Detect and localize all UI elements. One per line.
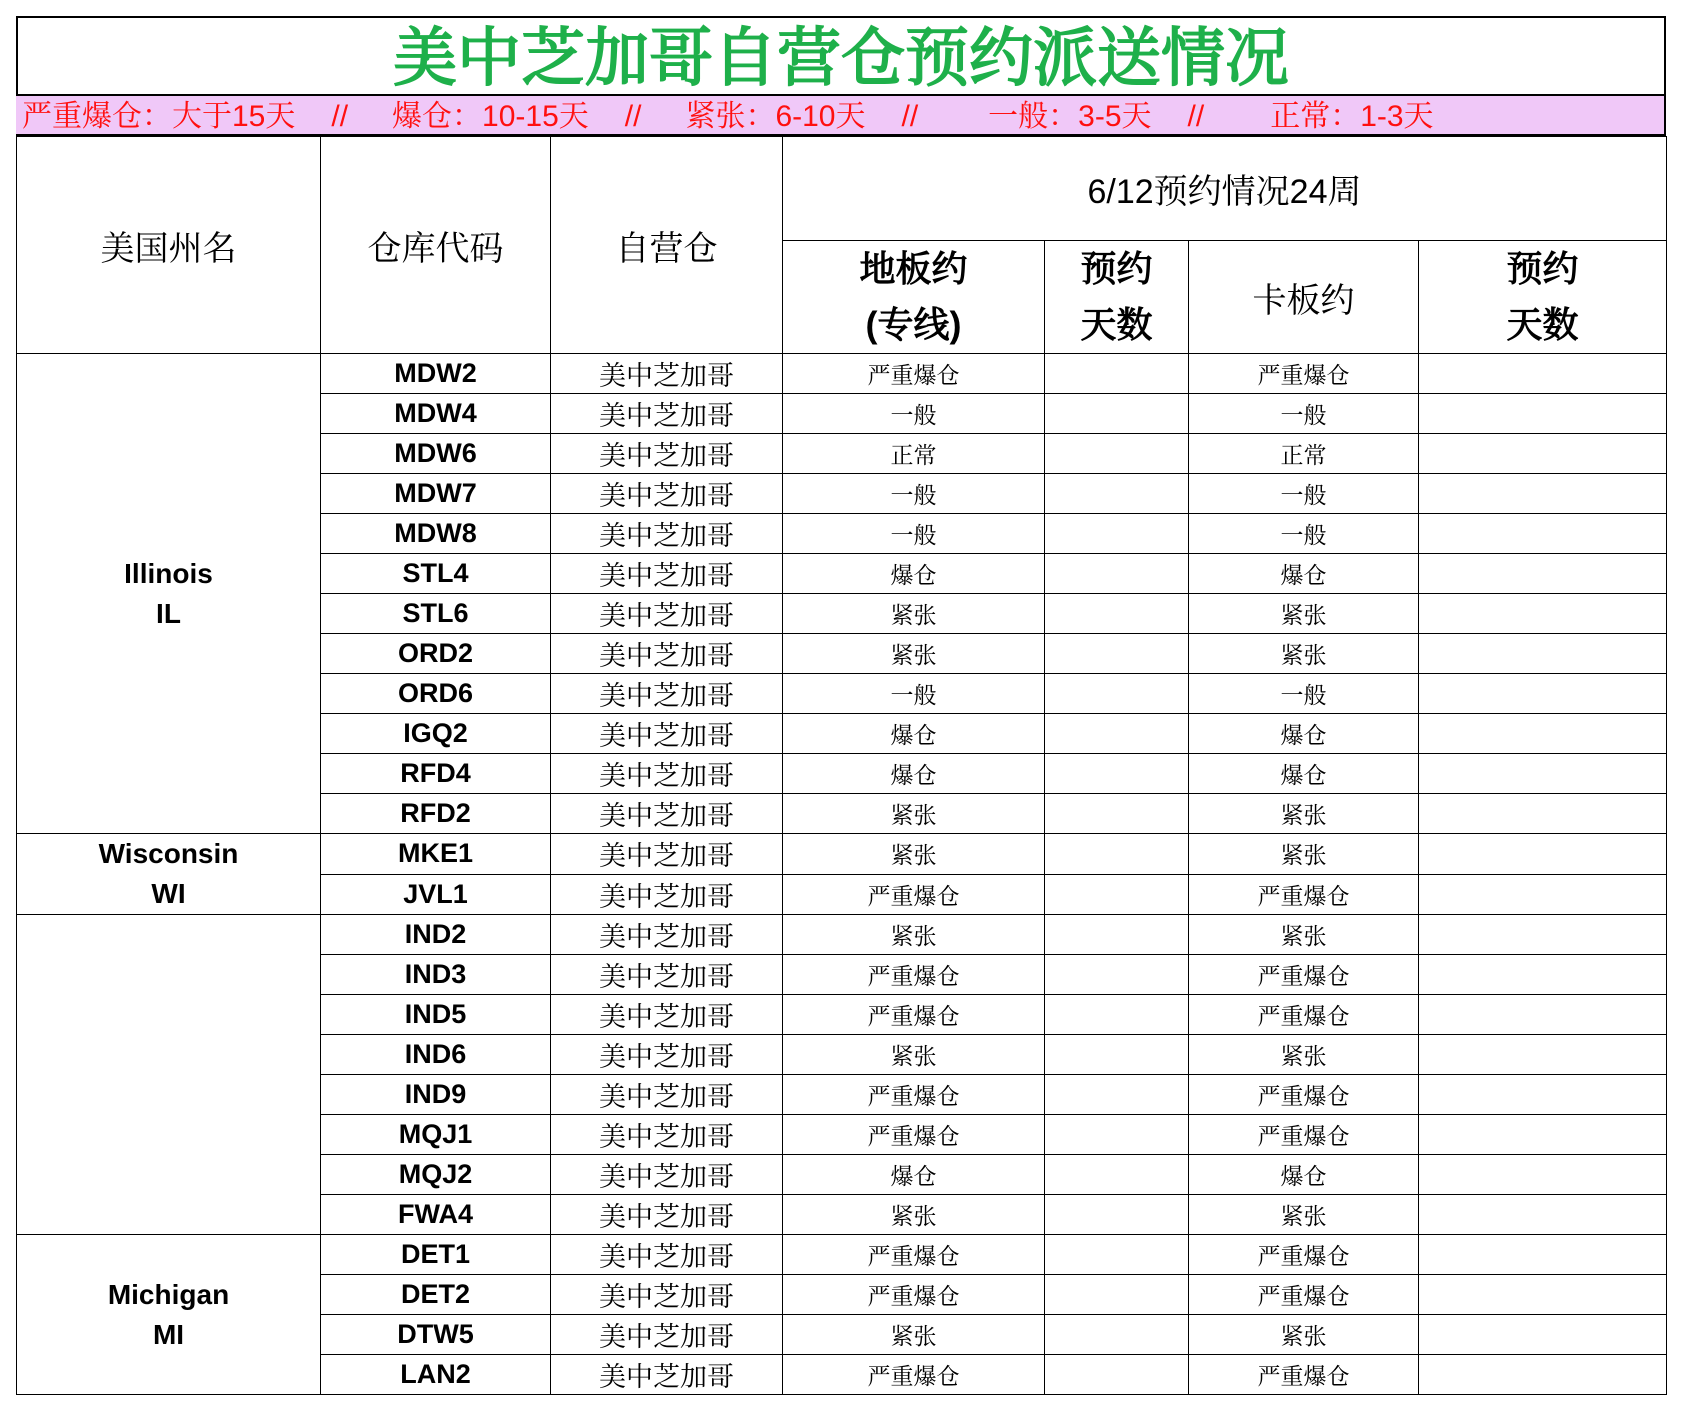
floor-status: 爆仓 — [783, 1155, 1045, 1195]
floor-status: 一般 — [783, 514, 1045, 554]
state-abbr: WI — [151, 878, 186, 909]
floor-status: 紧张 — [783, 634, 1045, 674]
warehouse-name: 美中芝加哥 — [551, 1155, 783, 1195]
floor-status: 严重爆仓 — [783, 874, 1045, 915]
header-days1-line2: 天数 — [1080, 304, 1153, 345]
pallet-status: 紧张 — [1189, 1035, 1419, 1075]
floor-status: 爆仓 — [783, 714, 1045, 754]
pallet-days — [1419, 674, 1667, 714]
floor-status: 紧张 — [783, 594, 1045, 634]
pallet-status: 严重爆仓 — [1189, 354, 1419, 394]
floor-days — [1045, 354, 1189, 394]
warehouse-code: RFD2 — [321, 794, 551, 834]
floor-status: 紧张 — [783, 834, 1045, 875]
pallet-status: 一般 — [1189, 514, 1419, 554]
pallet-days — [1419, 955, 1667, 995]
warehouse-code: LAN2 — [321, 1355, 551, 1395]
pallet-status: 爆仓 — [1189, 754, 1419, 794]
warehouse-name: 美中芝加哥 — [551, 1035, 783, 1075]
legend-item: 一般：3-5天 — [988, 100, 1152, 133]
state-cell — [17, 354, 321, 834]
warehouse-name: 美中芝加哥 — [551, 434, 783, 474]
header-floor — [783, 241, 1045, 354]
status-legend — [16, 94, 1666, 136]
warehouse-code: MQJ1 — [321, 1115, 551, 1155]
state-abbr: IL — [156, 597, 181, 629]
header-days2-line2: 天数 — [1506, 304, 1579, 345]
pallet-status: 紧张 — [1189, 834, 1419, 875]
pallet-days — [1419, 1235, 1667, 1275]
warehouse-code: IND3 — [321, 955, 551, 995]
pallet-days — [1419, 1035, 1667, 1075]
floor-days — [1045, 554, 1189, 594]
warehouse-name: 美中芝加哥 — [551, 1075, 783, 1115]
pallet-days — [1419, 514, 1667, 554]
pallet-status: 正常 — [1189, 434, 1419, 474]
warehouse-name: 美中芝加哥 — [551, 955, 783, 995]
state-name: Illinois — [124, 557, 213, 589]
pallet-status: 紧张 — [1189, 594, 1419, 634]
warehouse-name: 美中芝加哥 — [551, 1355, 783, 1395]
warehouse-name: 美中芝加哥 — [551, 474, 783, 514]
warehouse-name: 美中芝加哥 — [551, 1235, 783, 1275]
legend-separator: // — [331, 100, 349, 133]
state-cell — [17, 915, 321, 1235]
warehouse-name: 美中芝加哥 — [551, 995, 783, 1035]
floor-status: 严重爆仓 — [783, 955, 1045, 995]
pallet-status: 严重爆仓 — [1189, 1355, 1419, 1395]
pallet-status: 紧张 — [1189, 794, 1419, 834]
floor-days — [1045, 874, 1189, 915]
warehouse-code: IGQ2 — [321, 714, 551, 754]
pallet-status: 严重爆仓 — [1189, 995, 1419, 1035]
warehouse-code: IND9 — [321, 1075, 551, 1115]
header-floor-line1: 地板约 — [859, 248, 968, 289]
header-code: 仓库代码 — [321, 137, 551, 354]
warehouse-code: IND5 — [321, 995, 551, 1035]
floor-days — [1045, 834, 1189, 875]
table-row — [17, 1235, 1667, 1275]
pallet-days — [1419, 1315, 1667, 1355]
pallet-days — [1419, 1115, 1667, 1155]
pallet-days — [1419, 634, 1667, 674]
pallet-days — [1419, 754, 1667, 794]
warehouse-name: 美中芝加哥 — [551, 394, 783, 434]
floor-days — [1045, 1195, 1189, 1235]
floor-status: 紧张 — [783, 915, 1045, 955]
pallet-status: 一般 — [1189, 674, 1419, 714]
floor-days — [1045, 1155, 1189, 1195]
floor-status: 紧张 — [783, 794, 1045, 834]
report-title: 美中芝加哥自营仓预约派送情况 — [16, 16, 1666, 94]
floor-status: 爆仓 — [783, 754, 1045, 794]
floor-status: 严重爆仓 — [783, 1355, 1045, 1395]
pallet-days — [1419, 915, 1667, 955]
floor-status: 一般 — [783, 394, 1045, 434]
pallet-status: 爆仓 — [1189, 714, 1419, 754]
floor-status: 严重爆仓 — [783, 354, 1045, 394]
warehouse-code: MKE1 — [321, 834, 551, 875]
pallet-days — [1419, 474, 1667, 514]
warehouse-code: DET1 — [321, 1235, 551, 1275]
warehouse-name: 美中芝加哥 — [551, 714, 783, 754]
state-name: Wisconsin — [98, 838, 239, 869]
pallet-days — [1419, 874, 1667, 915]
floor-days — [1045, 474, 1189, 514]
warehouse-code: ORD6 — [321, 674, 551, 714]
pallet-days — [1419, 1275, 1667, 1315]
pallet-status: 紧张 — [1189, 1315, 1419, 1355]
pallet-status: 爆仓 — [1189, 1155, 1419, 1195]
pallet-status: 严重爆仓 — [1189, 955, 1419, 995]
header-days1-line1: 预约 — [1080, 248, 1153, 289]
warehouse-code: STL6 — [321, 594, 551, 634]
header-pallet: 卡板约 — [1189, 241, 1419, 354]
state-name: Michigan — [107, 1278, 230, 1310]
report-sheet — [16, 16, 1666, 1395]
floor-days — [1045, 1235, 1189, 1275]
floor-days — [1045, 594, 1189, 634]
floor-days — [1045, 1075, 1189, 1115]
floor-days — [1045, 995, 1189, 1035]
floor-status: 严重爆仓 — [783, 1235, 1045, 1275]
warehouse-name: 美中芝加哥 — [551, 834, 783, 875]
legend-item: 紧张：6-10天 — [685, 100, 866, 133]
warehouse-code: FWA4 — [321, 1195, 551, 1235]
warehouse-code: JVL1 — [321, 874, 551, 915]
floor-status: 正常 — [783, 434, 1045, 474]
floor-days — [1045, 915, 1189, 955]
legend-item: 爆仓：10-15天 — [392, 100, 589, 133]
warehouse-name: 美中芝加哥 — [551, 514, 783, 554]
warehouse-name: 美中芝加哥 — [551, 1195, 783, 1235]
pallet-days — [1419, 1355, 1667, 1395]
floor-days — [1045, 1035, 1189, 1075]
pallet-days — [1419, 794, 1667, 834]
warehouse-name: 美中芝加哥 — [551, 915, 783, 955]
floor-status: 严重爆仓 — [783, 1115, 1045, 1155]
floor-days — [1045, 794, 1189, 834]
warehouse-code: MDW7 — [321, 474, 551, 514]
warehouse-code: DTW5 — [321, 1315, 551, 1355]
pallet-days — [1419, 394, 1667, 434]
pallet-status: 紧张 — [1189, 1195, 1419, 1235]
state-cell — [17, 1235, 321, 1395]
header-floor-line2: (专线) — [865, 304, 962, 345]
legend-item: 正常：1-3天 — [1270, 100, 1434, 133]
warehouse-name: 美中芝加哥 — [551, 594, 783, 634]
floor-days — [1045, 1275, 1189, 1315]
pallet-status: 严重爆仓 — [1189, 1075, 1419, 1115]
pallet-days — [1419, 434, 1667, 474]
legend-item: 严重爆仓：大于15天 — [22, 100, 296, 133]
legend-separator: // — [1187, 100, 1205, 133]
floor-status: 严重爆仓 — [783, 1075, 1045, 1115]
warehouse-code: MDW2 — [321, 354, 551, 394]
state-cell — [17, 834, 321, 915]
legend-separator: // — [901, 100, 919, 133]
warehouse-name: 美中芝加哥 — [551, 794, 783, 834]
warehouse-name: 美中芝加哥 — [551, 674, 783, 714]
warehouse-code: ORD2 — [321, 634, 551, 674]
pallet-status: 严重爆仓 — [1189, 1275, 1419, 1315]
floor-days — [1045, 514, 1189, 554]
warehouse-name: 美中芝加哥 — [551, 354, 783, 394]
floor-days — [1045, 674, 1189, 714]
warehouse-code: STL4 — [321, 554, 551, 594]
floor-days — [1045, 434, 1189, 474]
pallet-days — [1419, 594, 1667, 634]
floor-days — [1045, 1115, 1189, 1155]
floor-status: 紧张 — [783, 1035, 1045, 1075]
warehouse-table — [16, 136, 1667, 1395]
floor-days — [1045, 955, 1189, 995]
header-days1 — [1045, 241, 1189, 354]
floor-days — [1045, 634, 1189, 674]
floor-days — [1045, 714, 1189, 754]
warehouse-code: IND6 — [321, 1035, 551, 1075]
floor-status: 一般 — [783, 474, 1045, 514]
floor-days — [1045, 1355, 1189, 1395]
pallet-days — [1419, 714, 1667, 754]
header-days2 — [1419, 241, 1667, 354]
pallet-days — [1419, 834, 1667, 875]
warehouse-name: 美中芝加哥 — [551, 1315, 783, 1355]
floor-days — [1045, 394, 1189, 434]
table-row — [17, 915, 1667, 955]
warehouse-code: MDW8 — [321, 514, 551, 554]
warehouse-code: IND2 — [321, 915, 551, 955]
pallet-status: 紧张 — [1189, 634, 1419, 674]
floor-days — [1045, 1315, 1189, 1355]
pallet-days — [1419, 1155, 1667, 1195]
pallet-days — [1419, 1075, 1667, 1115]
table-row — [17, 834, 1667, 875]
header-state: 美国州名 — [17, 137, 321, 354]
warehouse-code: DET2 — [321, 1275, 551, 1315]
warehouse-name: 美中芝加哥 — [551, 874, 783, 915]
floor-status: 紧张 — [783, 1195, 1045, 1235]
legend-separator: // — [624, 100, 642, 133]
pallet-status: 爆仓 — [1189, 554, 1419, 594]
warehouse-code: MDW6 — [321, 434, 551, 474]
warehouse-code: RFD4 — [321, 754, 551, 794]
floor-days — [1045, 754, 1189, 794]
warehouse-name: 美中芝加哥 — [551, 554, 783, 594]
warehouse-name: 美中芝加哥 — [551, 1115, 783, 1155]
header-days2-line1: 预约 — [1506, 248, 1579, 289]
pallet-status: 一般 — [1189, 474, 1419, 514]
table-row — [17, 354, 1667, 394]
floor-status: 紧张 — [783, 1315, 1045, 1355]
state-abbr: MI — [152, 1318, 185, 1350]
floor-status: 严重爆仓 — [783, 1275, 1045, 1315]
floor-status: 一般 — [783, 674, 1045, 714]
warehouse-code: MDW4 — [321, 394, 551, 434]
header-week: 6/12预约情况24周 — [783, 137, 1667, 241]
warehouse-code: MQJ2 — [321, 1155, 551, 1195]
pallet-days — [1419, 1195, 1667, 1235]
header-warehouse: 自营仓 — [551, 137, 783, 354]
pallet-status: 严重爆仓 — [1189, 1235, 1419, 1275]
floor-status: 爆仓 — [783, 554, 1045, 594]
warehouse-name: 美中芝加哥 — [551, 754, 783, 794]
pallet-days — [1419, 554, 1667, 594]
pallet-status: 严重爆仓 — [1189, 874, 1419, 915]
pallet-status: 紧张 — [1189, 915, 1419, 955]
pallet-days — [1419, 995, 1667, 1035]
pallet-days — [1419, 354, 1667, 394]
pallet-status: 严重爆仓 — [1189, 1115, 1419, 1155]
floor-status: 严重爆仓 — [783, 995, 1045, 1035]
warehouse-name: 美中芝加哥 — [551, 1275, 783, 1315]
pallet-status: 一般 — [1189, 394, 1419, 434]
warehouse-name: 美中芝加哥 — [551, 634, 783, 674]
